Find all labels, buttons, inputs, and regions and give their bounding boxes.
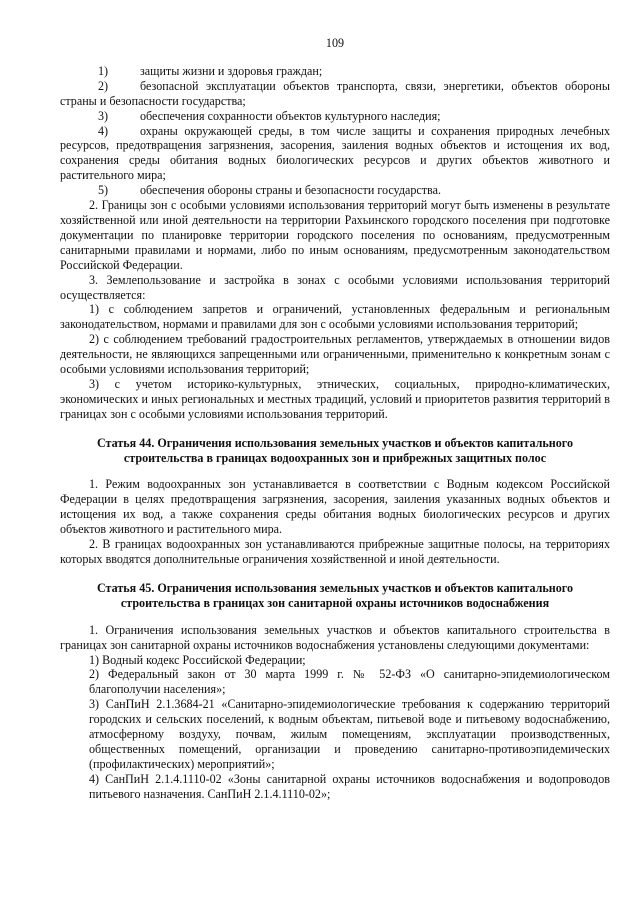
item-text: защиты жизни и здоровья граждан; bbox=[140, 63, 323, 78]
article-45-item: 1) Водный кодекс Российской Федерации; bbox=[89, 652, 306, 667]
article-44-paragraph-2: 2. В границах водоохранных зон устанавливаются прибрежные защитные полосы, на территориях которых вводятся дополнительные ограничения хозяйственной и иной деятельности. bbox=[60, 537, 610, 566]
article-44-title: Статья 44. Ограничения использования земельных участков и объектов капитального строительства в границах водоохранных зон и прибрежных защитных полос bbox=[96, 435, 574, 465]
item-number: 3) bbox=[98, 108, 109, 123]
item-text: охраны окружающей среды, в том числе защиты и сохранения природных лечебных ресурсов, предотвращения загрязнения, засорения, заиления водных объектов и истощения их вод, сохранения среды обитания водных биологических ресурсов и других объектов животного и растительного мира; bbox=[60, 123, 610, 183]
item-number: 2) bbox=[98, 78, 109, 93]
list-item bbox=[60, 79, 610, 109]
item-number: 5) bbox=[98, 183, 109, 198]
article-45-item: 2) Федеральный закон от 30 марта 1999 г. № 52-ФЗ «О санитарно-эпидемиологическом благополучии населения»; bbox=[89, 667, 610, 697]
list-item bbox=[60, 109, 610, 124]
list-item bbox=[60, 183, 610, 198]
list-item bbox=[60, 64, 610, 79]
paragraph-3-item: 2) с соблюдением требований градостроительных регламентов, утверждаемых в отношении видов деятельности, не являющихся запрещенными или ограниченными, применительно к конкретным зонам с особыми условиями использования территорий; bbox=[60, 332, 610, 377]
page-number: 109 bbox=[325, 36, 345, 50]
item-text: обеспечения обороны страны и безопасности государства. bbox=[140, 183, 441, 198]
item-text: безопасной эксплуатации объектов транспорта, связи, энергетики, объектов обороны страны и безопасности государства; bbox=[60, 78, 610, 108]
item-number: 1) bbox=[98, 63, 109, 78]
article-45-title: Статья 45. Ограничения использования земельных участков и объектов капитального строительства в границах зон санитарной охраны источников водоснабжения bbox=[96, 580, 574, 610]
paragraph-2: 2. Границы зон с особыми условиями использования территорий могут быть изменены в результате хозяйственной или иной деятельности на территории Рахьинского городского поселения при подготовке документации по планировке территории городского поселения по основаниям, предусмотренным санитарными правилами и нормами, либо по иным основаниям, предусмотренным законодательством Российской Федерации. bbox=[60, 198, 610, 272]
article-45-item: 3) СанПиН 2.1.3684-21 «Санитарно-эпидемиологические требования к содержанию территорий городских и сельских поселений, к водным объектам, питьевой воде и питьевому водоснабжению, атмосферному воздуху, почвам, жилым помещениям, эксплуатации производственных, общественных помещений, организации и проведению санитарно-противоэпидемических (профилактических) мероприятий»; bbox=[89, 697, 610, 771]
article-45-paragraph-1: 1. Ограничения использования земельных участков и объектов капитального строительства в границах зон санитарной охраны источников водоснабжения установлены следующими документами: bbox=[60, 622, 610, 652]
paragraph-3-item: 1) с соблюдением запретов и ограничений, установленных федеральным и региональным законодательством, нормами и правилами для зон с особыми условиями использования территорий; bbox=[60, 302, 610, 332]
article-44-paragraph-1: 1. Режим водоохранных зон устанавливается в соответствии с Водным кодексом Российской Федерации в целях предотвращения загрязнения, засорения, заиления указанных водных объектов и истощения их вод, а также сохранения среды обитания водных биологических ресурсов и других объектов животного и растительного мира. bbox=[60, 477, 610, 537]
paragraph-3: 3. Землепользование и застройка в зонах с особыми условиями использования территорий осуществляется: bbox=[60, 272, 610, 302]
article-45-item: 4) СанПиН 2.1.4.1110-02 «Зоны санитарной охраны источников водоснабжения и водопроводов питьевого назначения. СанПиН 2.1.4.1110-02»; bbox=[89, 771, 610, 801]
paragraph-3-item: 3) с учетом историко-культурных, этнических, социальных, природно-климатических, экономических и иных региональных и местных традиций, условий и приоритетов развития территорий в границах зон с особыми условиями использования территорий. bbox=[60, 376, 610, 421]
item-number: 4) bbox=[98, 123, 109, 138]
list-item bbox=[60, 124, 610, 184]
item-text: обеспечения сохранности объектов культурного наследия; bbox=[140, 108, 441, 123]
